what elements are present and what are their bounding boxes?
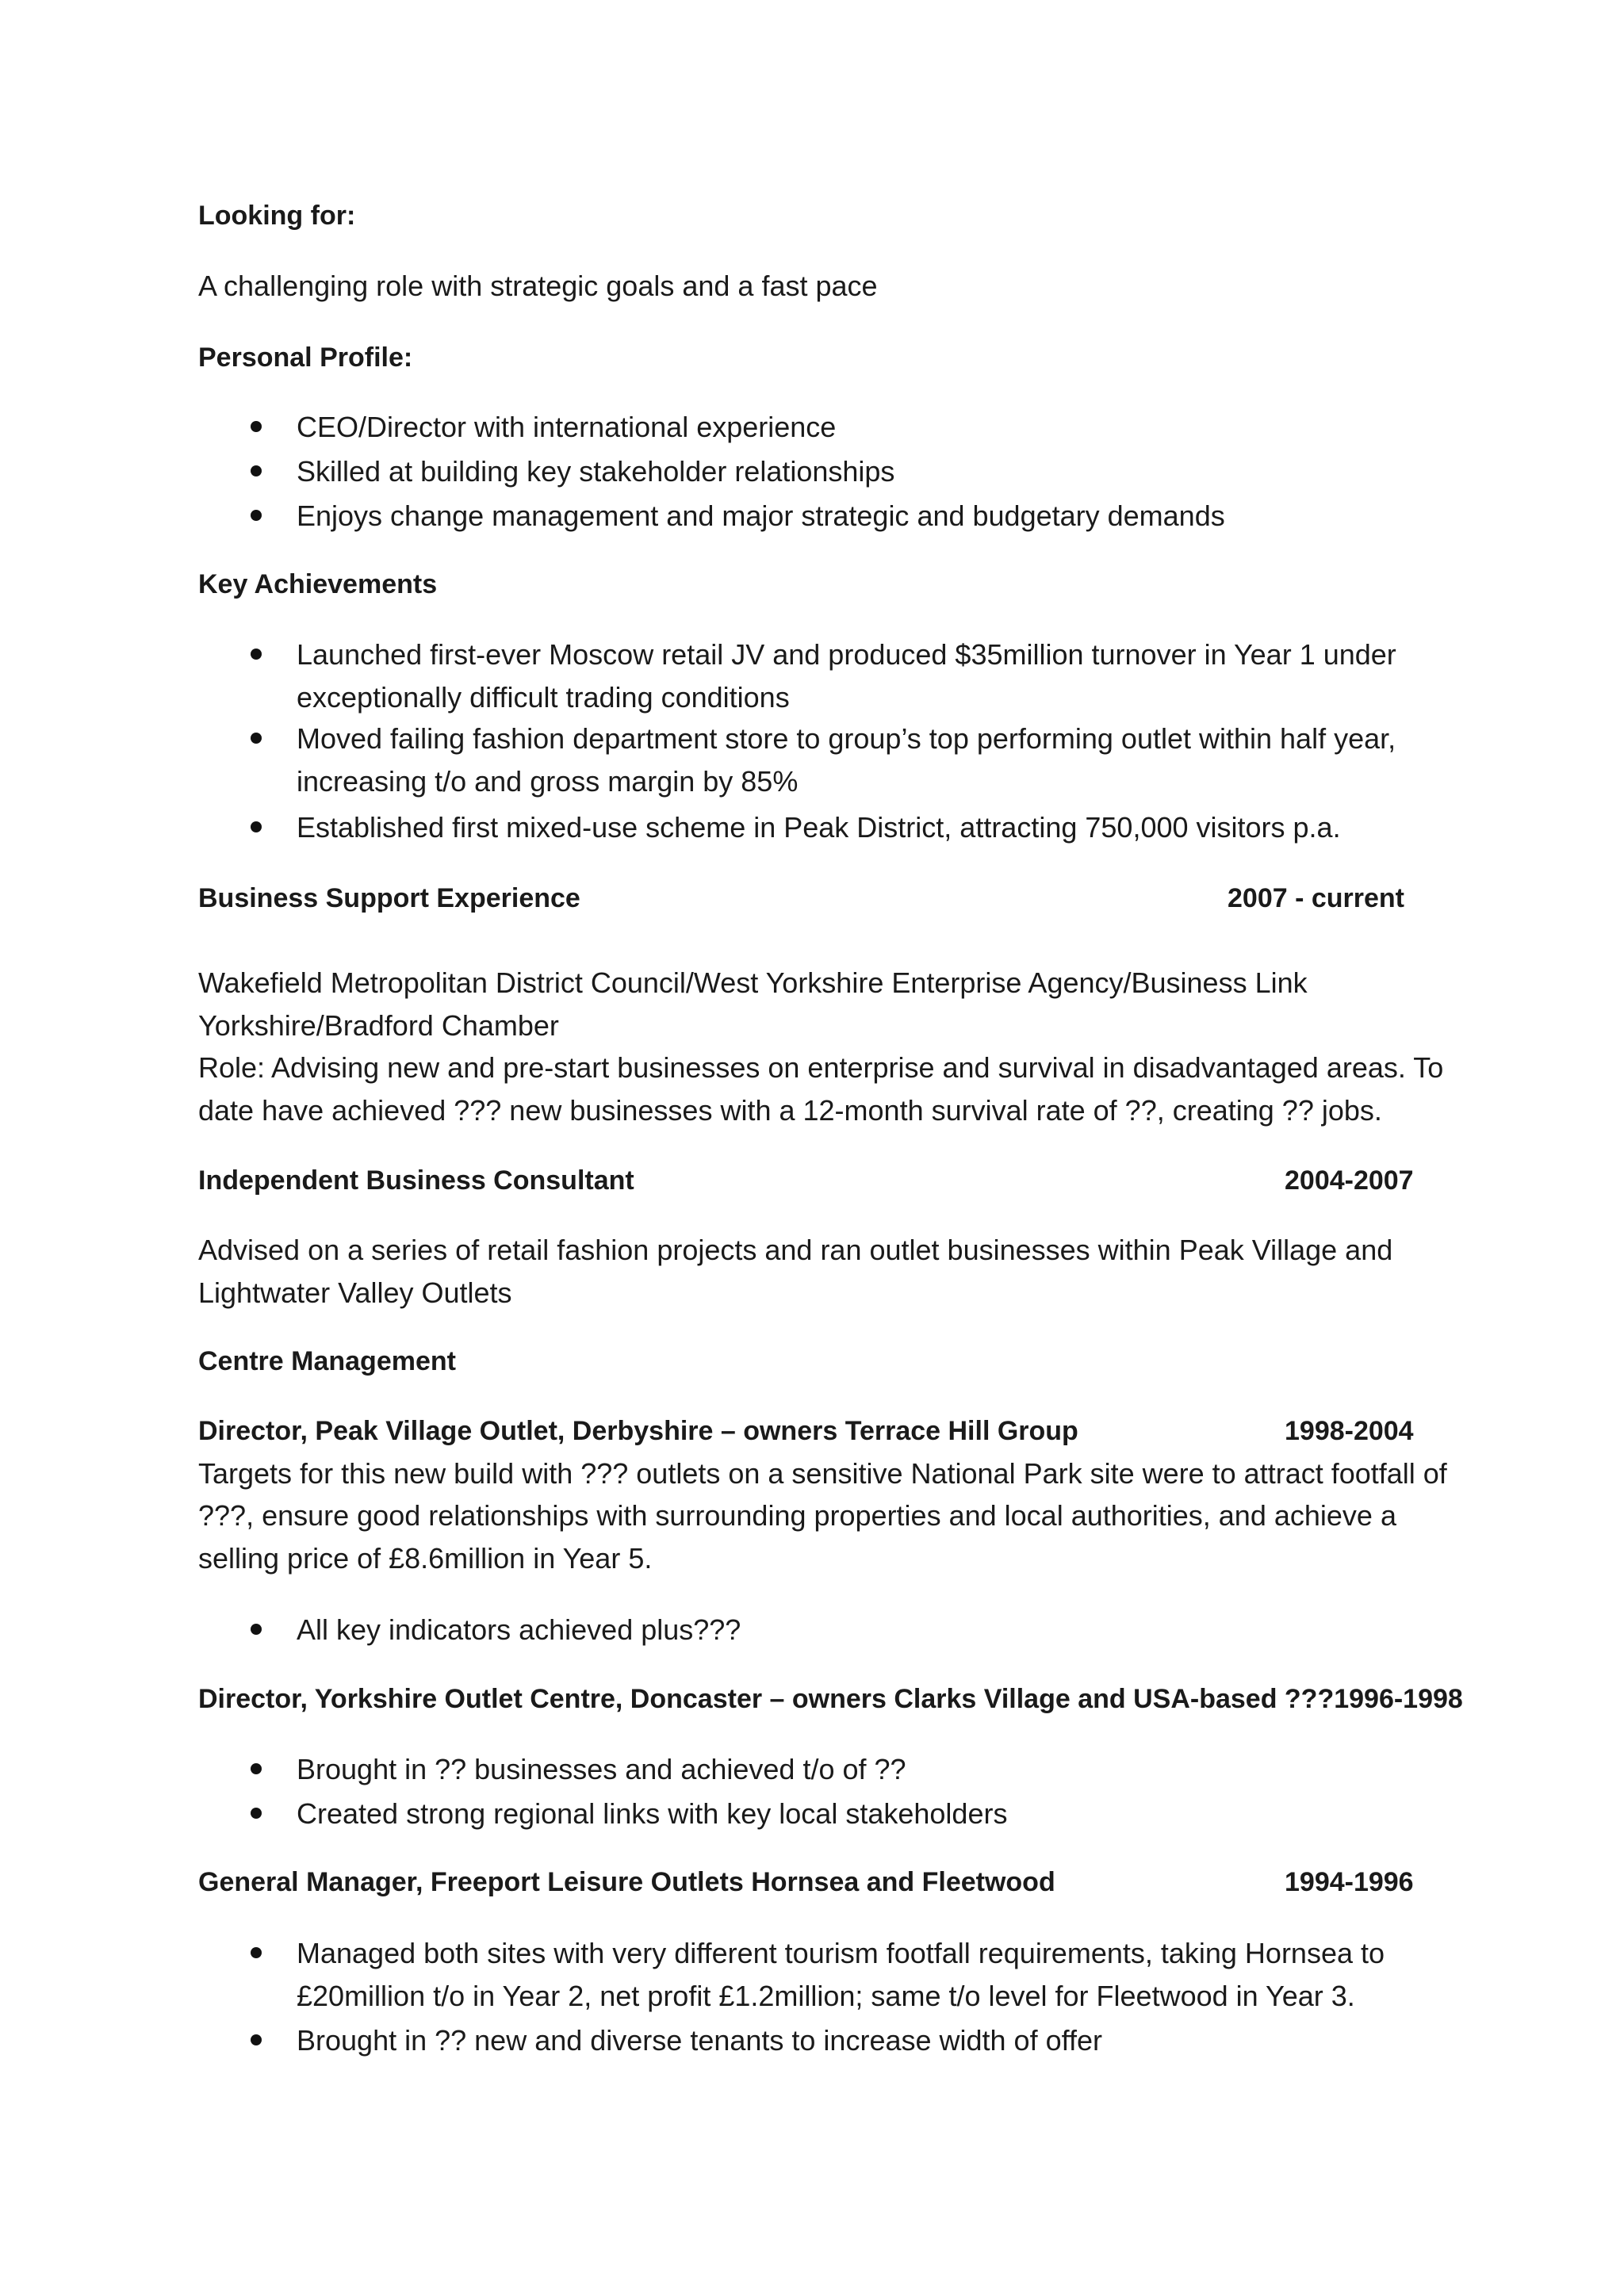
business-support-line: date have achieved ??? new businesses with a 12-month survival rate of ??, creating ?? jobs. (198, 1094, 1382, 1127)
consultant-line: Lightwater Valley Outlets (198, 1276, 512, 1309)
yorkshire-outlet-item: Created strong regional links with key local stakeholders (297, 1797, 1008, 1830)
peak-village-line: ???, ensure good relationships with surrounding properties and local authorities, and achieve a (198, 1499, 1396, 1532)
bullet-icon (251, 2034, 262, 2045)
looking-for-text: A challenging role with strategic goals and a fast pace (198, 270, 878, 302)
business-support-years: 2007 - current (1228, 883, 1404, 913)
peak-village-years: 1998-2004 (1285, 1416, 1414, 1446)
bullet-icon (251, 1763, 262, 1774)
freeport-item-line: £20million t/o in Year 2, net profit £1.2million; same t/o level for Fleetwood in Year 3. (297, 1980, 1355, 2012)
achievement-item-line: exceptionally difficult trading conditions (297, 681, 790, 714)
profile-item: CEO/Director with international experience (297, 411, 837, 443)
bullet-icon (251, 821, 262, 832)
peak-village-item: All key indicators achieved plus??? (297, 1613, 741, 1646)
bullet-icon (251, 1947, 262, 1958)
peak-village-line: Targets for this new build with ??? outlets on a sensitive National Park site were to attract footfall of (198, 1457, 1447, 1490)
bullet-icon (251, 421, 262, 432)
centre-management-heading: Centre Management (198, 1346, 456, 1376)
bullet-icon (251, 733, 262, 744)
business-support-line: Role: Advising new and pre-start businesses on enterprise and survival in disadvantaged areas. To (198, 1051, 1444, 1084)
yorkshire-outlet-heading: Director, Yorkshire Outlet Centre, Doncaster – owners Clarks Village and USA-based ???1996-1998 (198, 1684, 1463, 1714)
looking-for-heading: Looking for: (198, 201, 356, 231)
consultant-line: Advised on a series of retail fashion projects and ran outlet businesses within Peak Village and (198, 1234, 1393, 1266)
bullet-icon (251, 465, 262, 476)
achievement-item-line: Moved failing fashion department store to group’s top performing outlet within half year, (297, 722, 1396, 755)
freeport-item-line: Managed both sites with very different tourism footfall requirements, taking Hornsea to (297, 1937, 1385, 1969)
profile-item: Skilled at building key stakeholder relationships (297, 455, 895, 488)
freeport-heading: General Manager, Freeport Leisure Outlets Hornsea and Fleetwood (198, 1867, 1055, 1897)
business-support-line: Wakefield Metropolitan District Council/West Yorkshire Enterprise Agency/Business Link (198, 966, 1308, 999)
bullet-icon (251, 510, 262, 521)
bullet-icon (251, 1808, 262, 1819)
key-achievements-heading: Key Achievements (198, 569, 438, 599)
consultant-heading: Independent Business Consultant (198, 1165, 634, 1196)
freeport-years: 1994-1996 (1285, 1867, 1414, 1897)
freeport-item-line: Brought in ?? new and diverse tenants to increase width of offer (297, 2024, 1102, 2057)
bullet-icon (251, 649, 262, 660)
business-support-line: Yorkshire/Bradford Chamber (198, 1009, 559, 1042)
profile-item: Enjoys change management and major strategic and budgetary demands (297, 499, 1225, 532)
achievement-item-line: Established first mixed-use scheme in Peak District, attracting 750,000 visitors p.a. (297, 811, 1341, 844)
bullet-icon (251, 1624, 262, 1635)
achievement-item-line: Launched first-ever Moscow retail JV and produced $35million turnover in Year 1 under (297, 638, 1396, 671)
business-support-heading: Business Support Experience (198, 883, 580, 913)
peak-village-heading: Director, Peak Village Outlet, Derbyshire – owners Terrace Hill Group (198, 1416, 1078, 1446)
consultant-years: 2004-2007 (1285, 1165, 1414, 1196)
achievement-item-line: increasing t/o and gross margin by 85% (297, 765, 799, 798)
personal-profile-heading: Personal Profile: (198, 342, 413, 373)
peak-village-line: selling price of £8.6million in Year 5. (198, 1542, 653, 1575)
yorkshire-outlet-item: Brought in ?? businesses and achieved t/o of ?? (297, 1753, 906, 1785)
